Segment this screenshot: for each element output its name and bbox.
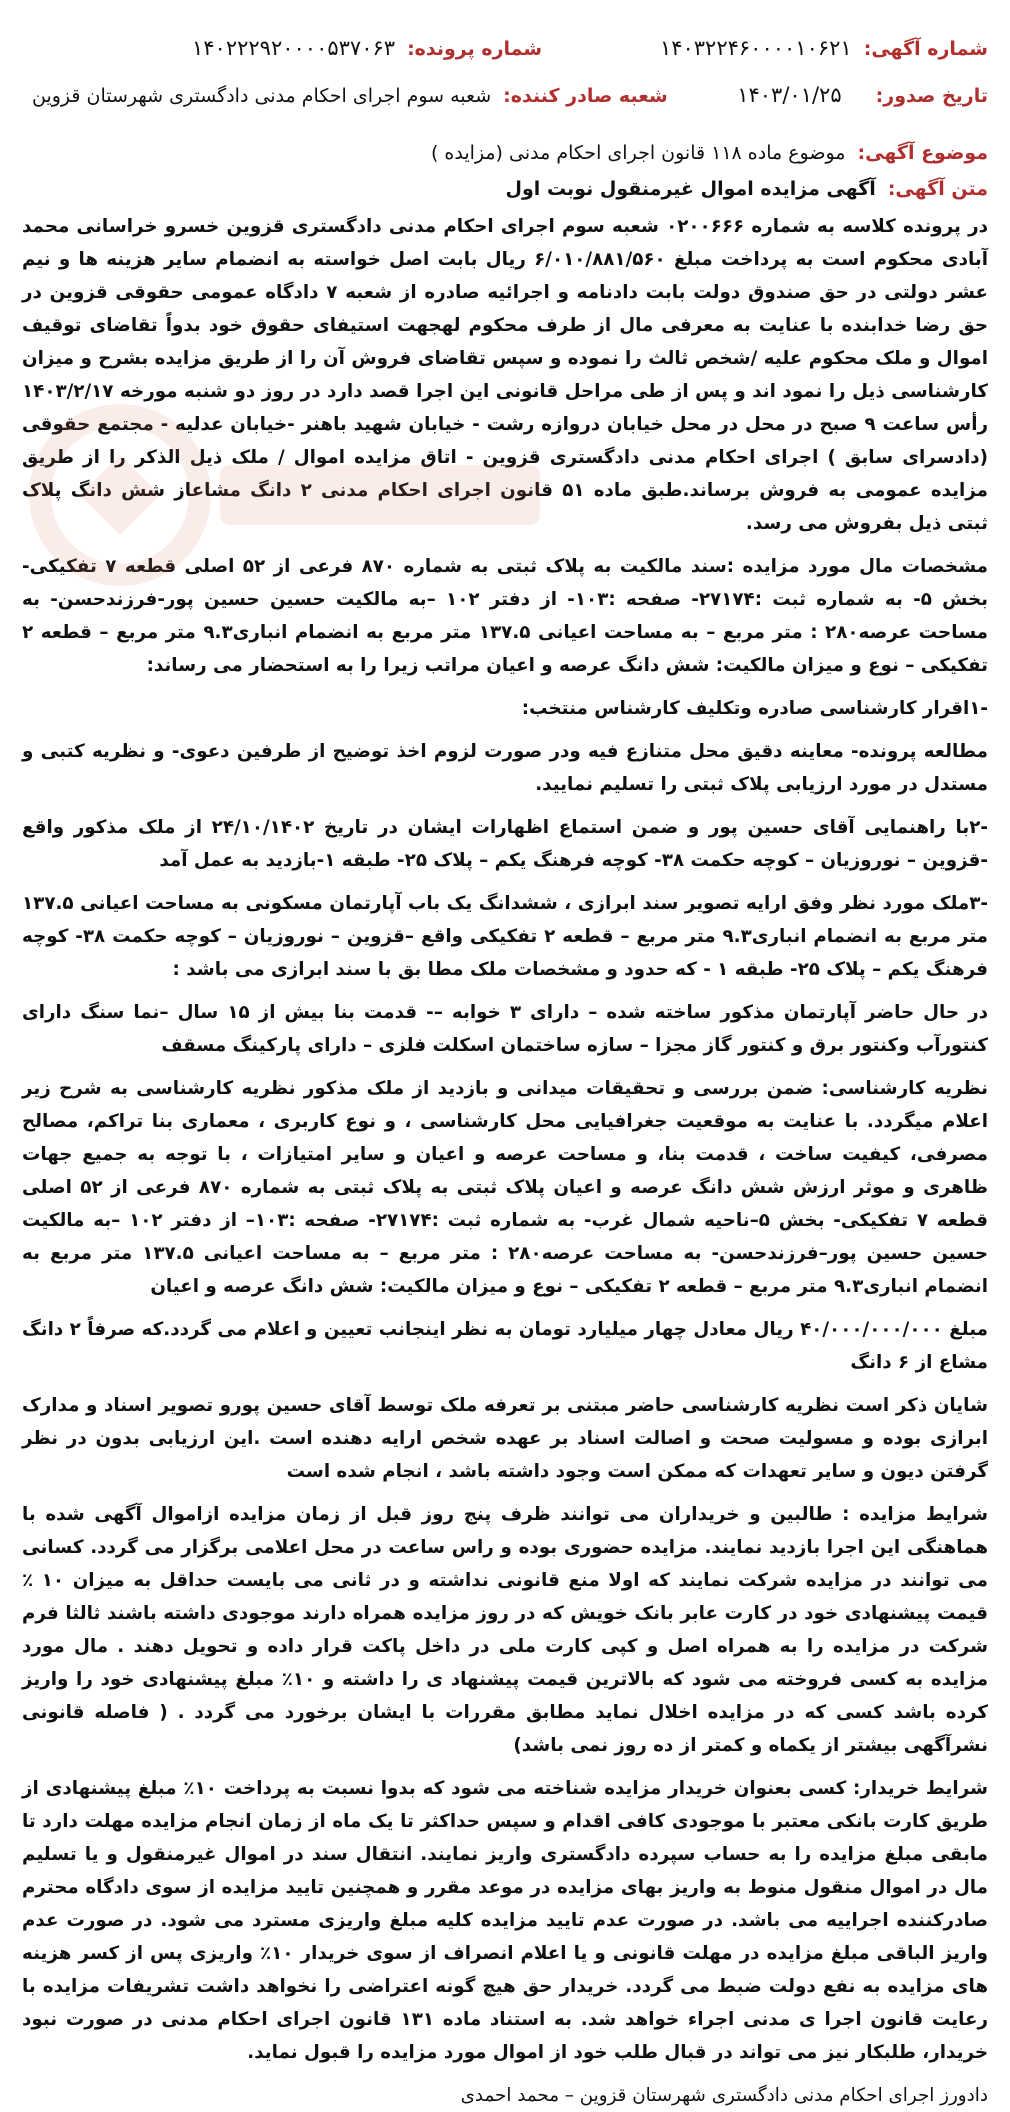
signature: دادورز اجرای احکام مدنی دادگستری شهرستان قزوین – محمد احمدی xyxy=(460,2085,988,2106)
paragraph-visit: -۲با راهنمایی آقای حسین پور و ضمن استماع اظهارات ایشان در تاریخ ۲۴/۱۰/۱۴۰۲ از ملک مذکور واقع -قزوین – نوروزیان – کوچه حکمت ۳۸- کوچه فرهنگ یکم – پلاک ۲۵- طبقه ۱-بازدید به عمل آمد xyxy=(22,817,988,871)
text-title-value: آگهی مزایده اموال غیرمنقول نوبت اول xyxy=(505,178,876,200)
notice-number xyxy=(660,36,988,60)
case-number xyxy=(192,36,542,60)
issue-date xyxy=(737,83,988,107)
paragraph-property-description: -۳ملک مورد نظر وفق ارایه تصویر سند ابرازی ، ششدانگ یک باب آپارتمان مسکونی به مساحت اعیانی ۱۳۷.۵ متر مربع به انضمام انباری۹.۳ متر مربع – قطعه ۲ تفکیکی واقع –قزوین – نوروزیان – کوچه حکمت ۳۸- کوچه فرهنگ یکم – پلاک ۲۵- طبقه ۱ - که حدود و مشخصات ملک مطا بق با سند ابرازی می باشد : xyxy=(22,893,988,980)
notice-number-value: ۱۴۰۳۲۲۴۶۰۰۰۰۱۰۶۲۱ xyxy=(659,36,852,60)
text-title-label: متن آگهی: xyxy=(887,178,988,200)
paragraph-property-spec: مشخصات مال مورد مزایده :سند مالکیت به پلاک ثبتی به شماره ۸۷۰ فرعی از ۵۲ اصلی قطعه ۷ تفکیکی- بخش ۵- به شماره ثبت :۲۷۱۷۴- صفحه :۱۰۳- از دفتر ۱۰۲ –به مالکیت حسین حسین پور-فرزندحسن- به مساحت عرصه۲۸۰ : متر مربع – به مساحت اعیانی ۱۳۷.۵ متر مربع به انضمام انباری۹.۳ متر مربع – قطعه ۲ تفکیکی – نوع و میزان مالکیت: شش دانگ عرصه و اعیان مراتب زیرا را به استحضار می رساند: xyxy=(22,556,989,676)
notice-text-title xyxy=(22,178,988,200)
case-number-label: شماره پرونده: xyxy=(407,38,543,60)
case-number-value: ۱۴۰۲۲۲۹۲۰۰۰۰۵۳۷۰۶۳ xyxy=(192,36,396,60)
paragraph-expert-assignment: -۱اقرار کارشناسی صادره وتکلیف کارشناس منتخب: xyxy=(521,698,988,719)
issuer-value: شعبه سوم اجرای احکام مدنی دادگستری شهرستان قزوین xyxy=(32,85,492,107)
notice-number-label: شماره آگهی: xyxy=(863,38,988,60)
paragraph-buyer-terms: شرایط خریدار: کسی بعنوان خریدار مزایده شناخته می شود که بدوا نسبت به پرداخت ۱۰٪ مبلغ پیشنهادی از طریق کارت بانکی معتبر با موجودی کافی اقدام و سپس حداکثر تا یک ماه از زمان انجام مزایده مهلت دارد تا مابقی مبلغ مزایده را به حساب سپرده دادگستری واریز نمایند. انتقال سند در اموال غیرمنقول و یا تسلیم مال در اموال منقول منوط به واریز بهای مزایده در موعد مقرر و همچنین تایید مزایده از سوی دادگاه محترم صادرکننده اجراییه می باشد. در صورت عدم تایید مزایده کلیه مبلغ واریزی مسترد می شود. در صورت عدم واریز الباقی مبلغ مزایده در مهلت قانونی و یا اعلام انصراف از سوی خریدار ۱۰٪ واریزی پس از کسر هزینه های مزایده به نفع دولت ضبط می گردد. خریدار حق هیچ گونه اعتراضی را نخواهد داشت تشریفات مزایده با رعایت قانون اجرا ی مدنی اجراء خواهد شد. به استناد ماده ۱۳۱ قانون اجرای احکام مدنی در صورت نبود خریدار، طلبکار نیز می تواند در قبال طلب خود از اموال مورد مزایده را قبول نماید. xyxy=(22,1778,989,2063)
paragraph-valuation-amount: مبلغ ۴۰/۰۰۰/۰۰۰/۰۰۰ ریال معادل چهار میلیارد تومان به نظر اینجانب تعیین و اعلام می گردد.که صرفاً ۲ دانگ مشاع از ۶ دانگ xyxy=(22,1319,988,1373)
paragraph-expert-opinion: نظریه کارشناسی: ضمن بررسی و تحقیقات میدانی و بازدید از ملک مذکور نظریه کارشناسی به شرح زیر اعلام میگردد. با عنایت به موقعیت جغرافیایی محل کارشناسی ، و نوع کاربری ، معماری بنا تراکم، مصالح مصرفی، کیفیت ساخت ، قدمت بنا، و مساحت عرصه و اعیان و سایر امتیازات ، با توجه به جمیع جهات ظاهری و موثر ارزش شش دانگ عرصه و اعیان پلاک ثبتی به پلاک ثبتی به شماره ۸۷۰ فرعی از ۵۲ اصلی قطعه ۷ تفکیکی- بخش ۵–ناحیه شمال غرب- به شماره ثبت :۲۷۱۷۴- صفحه :۱۰۳– از دفتر ۱۰۲ –به مالکیت حسین حسین پور–فرزندحسن- به مساحت عرصه۲۸۰ : متر مربع – به مساحت اعیانی ۱۳۷.۵ متر مربع به انضمام انباری۹.۳ متر مربع – قطعه ۲ تفکیکی – نوع و میزان مالکیت: شش دانگ عرصه و اعیان xyxy=(22,1078,988,1297)
subject-label: موضوع آگهی: xyxy=(857,142,988,164)
notice-subject xyxy=(22,142,988,164)
issuer-label: شعبه صادر کننده: xyxy=(503,85,668,107)
paragraph-current-state: در حال حاضر آپارتمان مذکور ساخته شده – دارای ۳ خوابه –- قدمت بنا بیش از ۱۵ سال –نما سنگ دارای کنتورآب وکنتور برق و کنتور گاز مجزا – سازه ساختمان اسکلت فلزی – دارای پارکینگ مسقف xyxy=(22,1002,988,1056)
header-row-2 xyxy=(22,83,988,130)
paragraph-case: در پرونده کلاسه به شماره ۰۲۰۰۶۶۶ شعبه سوم اجرای احکام مدنی دادگستری قزوین خسرو خراسانی محمد آبادی محکوم است به پرداخت مبلغ ۶/۰۱۰/۸۸۱/۵۶۰ ریال بابت اصل خواسته به انضمام سایر هزینه ها و نیم عشر دولتی در حق صندوق دولت بابت دادنامه و اجرائیه صادره از شعبه ۷ دادگاه عمومی حقوقی قزوین در حق رضا خدابنده با عنایت به معرفی مال از طرف محکوم لهجهت استیفای حقوق خود بدواً تقاضای توقیف اموال و ملک محکوم علیه /شخص ثالث را نموده و سپس تقاضای فروش آن را از طریق مزایده بشرح و میزان کارشناسی ذیل را نمود اند و پس از طی مراحل قانونی این اجرا قصد دارد در روز دو شنبه مورخه ۱۴۰۳/۲/۱۷ رأس ساعت ۹ صبح در محل در محل خیابان دروازه رشت - خیابان شهید باهنر -خیابان عدلیه - مجتمع حقوقی (دادسرای سابق ) اجرای احکام مدنی دادگستری قزوین - اتاق مزایده اموال / ملک ذیل الذکر را از طریق مزایده عمومی به فروش برساند.طبق ماده ۵۱ قانون اجرای احکام مدنی ۲ دانگ مشاعاز شش دانگ پلاک ثبتی ذیل بفروش می رسد. xyxy=(22,216,989,534)
issuer xyxy=(32,85,668,107)
issue-date-value: ۱۴۰۳/۰۱/۲۵ xyxy=(737,83,842,107)
paragraph-disclaimer: شایان ذکر است نظریه کارشناسی حاضر مبتنی بر تعرفه ملک توسط آقای حسین پورو تصویر اسناد و مدارک ابرازی بوده و مسولیت صحت و اصالت اسناد بر عهده شخص ارایه دهنده است .این ارزیابی بدون در نظر گرفتن دیون و سایر تعهدات که ممکن است وجود داشته باشد ، انجام شده است xyxy=(22,1395,988,1482)
paragraph-study: مطالعه پرونده- معاینه دقیق محل متنازع فیه ودر صورت لزوم اخذ توضیح از طرفین دعوی- و نظریه کتبی و مستدل در مورد ارزیابی پلاک ثبتی را تسلیم نمایید. xyxy=(22,741,988,795)
subject-value: موضوع ماده ۱۱۸ قانون اجرای احکام مدنی (مزایده ) xyxy=(430,142,846,164)
header-row-1 xyxy=(22,36,988,83)
issue-date-label: تاریخ صدور: xyxy=(875,85,988,107)
paragraph-auction-terms: شرایط مزایده : طالبین و خریداران می توانند ظرف پنج روز قبل از زمان مزایده ازاموال آگهی شده با هماهنگی این اجرا بازدید نمایند. مزایده حضوری بوده و راس ساعت در محل اعلامی برگزار می گردد. کسانی می توانند در مزایده شرکت نمایند که اولا منع قانونی نداشته و در ثانی می بایست حداقل به میزان ۱۰ ٪ قیمت پیشنهادی خود در کارت عابر بانک خویش که در روز مزایده همراه دارند موجودی داشته باشند ثالثا فرم شرکت در مزایده را به همراه اصل و کپی کارت ملی در داخل پاکت قرار داده و تحویل دهند . مال مورد مزایده به کسی فروخته می شود که بالاترین قیمت پیشنهاد ی را داشته و ۱۰٪ مبلغ پیشنهادی خود را واریز کرده باشد کسی که در مزایده اخلال نماید مطابق مقررات با ایشان برخورد می گردد . ( فاصله قانونی نشرآگهی بیشتر از یکماه و کمتر از ده روز نمی باشد) xyxy=(22,1504,989,1756)
